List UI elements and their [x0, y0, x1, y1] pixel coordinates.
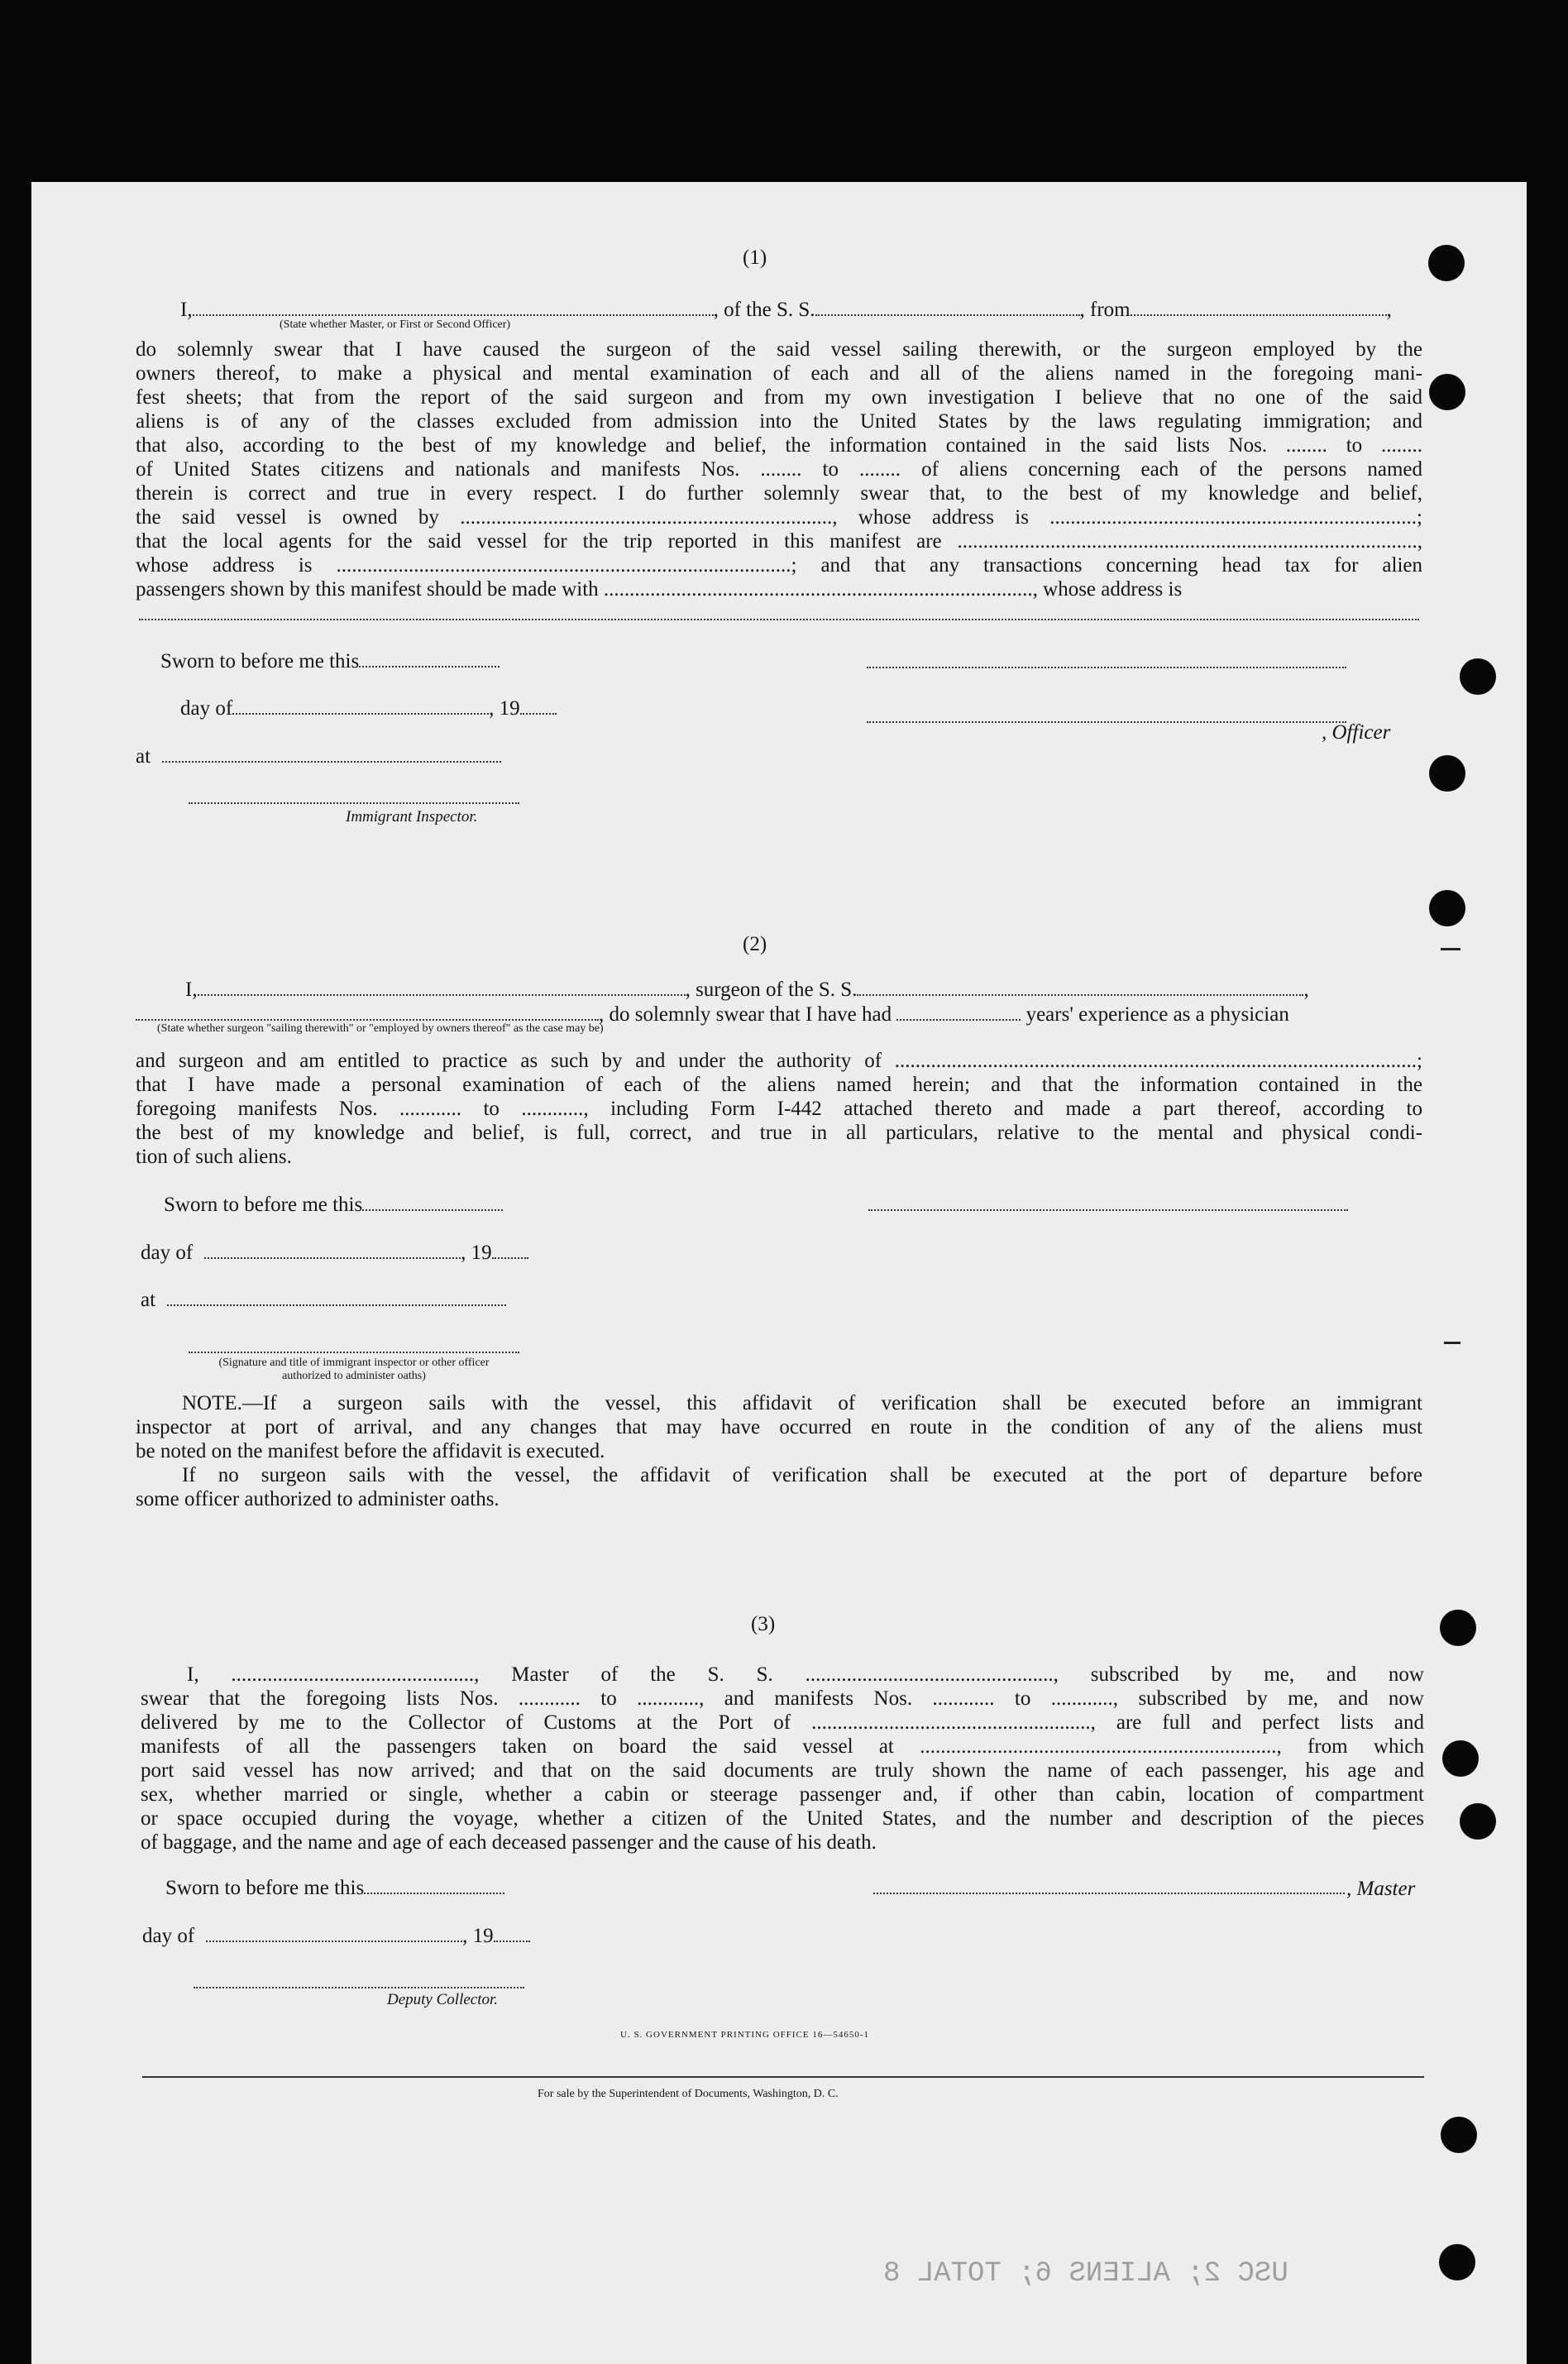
punch-hole-10 [1439, 2244, 1475, 2280]
edge-mark-2 [1444, 1342, 1460, 1344]
edge-mark-1 [1441, 948, 1460, 950]
day-of-label-3: day of , 19 [142, 1924, 530, 1948]
section-3-number: (3) [751, 1613, 776, 1635]
officer-signature-line [867, 721, 1346, 723]
day-of-label-2: day of , 19 [141, 1241, 528, 1265]
section-1-first-line: I, , of the S. S. , from , [180, 299, 1392, 321]
punch-hole-5 [1429, 890, 1465, 926]
punch-hole-2 [1429, 374, 1465, 410]
surgeon-note-text: NOTE.—If a surgeon sails with the vessel, this affidavit of verification shall be executed before an immigrant inspector at port of arrival, and any changes that may have occurred en route in the condition of any of the aliens must be noted on the manifest before the affidavit is executed. If no surgeon sails with the vessel, the affidavit of verification shall be executed at the port of departure before some officer authorized to administer oaths. [136, 1392, 1422, 1510]
address-line [139, 619, 1419, 620]
surgeon-signature-line [868, 1209, 1348, 1211]
officer-top-line [867, 667, 1346, 668]
punch-hole-8 [1460, 1803, 1496, 1840]
section-1-number: (1) [743, 246, 767, 269]
official-signature-line-2 [189, 1352, 519, 1353]
section-2-second-line: , do solemnly swear that I have had years' experience as a physician [136, 1003, 1289, 1026]
punch-hole-1 [1428, 245, 1465, 281]
at-label-1: at [136, 744, 501, 768]
punch-hole-7 [1442, 1740, 1479, 1777]
surgeon-role-note: (State whether surgeon "sailing therewith" or "employed by owners thereof" as the case may be) [157, 1022, 604, 1035]
section-1-oath-text: do solemnly swear that I have caused the surgeon of the said vessel sailing therewith, or the surgeon employed by the owners thereof, to make a physical and mental examination of each and all of the aliens named in the foregoing mani- fest sheets; that from the report of the said surgeon and from my own investigation I believe that no one of the said aliens is of any of the classes excluded from admission into the United States by the laws regulating immigration; and that also, according to the best of my knowledge and belief, the information contained in the said lists Nos. ........ to ........ of United States citizens and nationals and manifests Nos. ........ to ........ of aliens concerning each of the persons named therein is correct and true in every respect. I do further solemnly swear that, to the best of my knowledge and belief, the said vessel is owned by ........................................................................, whose address is .......................................................................; that the local agents for the said vessel for the trip reported in this manifest are ........................................................................................., whose address is ........................................................................................; and that any transactions concerning head tax for alien passengers shown by this manifest should be made with ..................................................................................., whose address is [136, 338, 1422, 601]
sworn-label-3: Sworn to before me this [165, 1876, 504, 1900]
punch-hole-6 [1440, 1610, 1476, 1646]
punch-hole-9 [1441, 2117, 1477, 2153]
punch-hole-3 [1460, 658, 1496, 695]
immigrant-inspector-label: Immigrant Inspector. [346, 808, 478, 825]
deputy-collector-label: Deputy Collector. [387, 1991, 499, 2008]
sale-notice: For sale by the Superintendent of Documents, Washington, D. C. [538, 2088, 839, 2100]
collector-signature-line [194, 1987, 524, 1988]
manifest-back-page [31, 182, 1527, 2364]
section-2-oath-text: and surgeon and am entitled to practice as such by and under the authority of .....................................................................................................; that I have made a personal examination of each of the aliens named herein; and that the information contained in the foregoing manifests Nos. ............ to ............, including Form I-442 attached thereto and made a part thereof, according to the best of my knowledge and belief, is full, correct, and true in all particulars, relative to the mental and physical condi- tion of such aliens. [136, 1050, 1422, 1168]
section-2-number: (2) [743, 933, 767, 955]
sworn-label-2: Sworn to before me this [164, 1193, 503, 1217]
day-of-label-1: day of , 19 [180, 696, 557, 720]
signature-title-note: (Signature and title of immigrant inspector or other officer authorized to administer oaths) [218, 1357, 490, 1382]
section-2-first-line: I, , surgeon of the S. S. , [185, 979, 1309, 1001]
inspector-signature-line [189, 802, 519, 804]
bleed-through-footer: USC 2; ALIENS 6; TOTAL 8 [883, 2258, 1288, 2290]
at-label-2: at [141, 1288, 506, 1312]
master-label: , Master [1346, 1878, 1416, 1900]
printing-office-line: U. S. GOVERNMENT PRINTING OFFICE 16—54650-1 [620, 2030, 870, 2040]
section-3-oath-text: I, ..............................................., Master of the S. S. ................................................, subscribed by me, and now swear that the foregoing lists Nos. ............ to ............, and manifests Nos. ............ to ............, subscribed by me, and now delivered by me to the Collector of Customs at the Port of ......................................................, are full and perfect lists and manifests of all the passengers taken on board the said vessel at ....................................................................., from which port said vessel has now arrived; and that on the said documents are truly shown the name of each passenger, his age and sex, whether married or single, whether a cabin or steerage passenger and, if other than cabin, location of compartment or space occupied during the voyage, whether a citizen of the United States, and the number and description of the pieces of baggage, and the name and age of each deceased passenger and the cause of his death. [141, 1663, 1424, 1854]
master-signature-line [873, 1893, 1345, 1894]
master-role-note: (State whether Master, or First or Second Officer) [280, 318, 511, 331]
sworn-label-1: Sworn to before me this [160, 649, 500, 673]
footer-rule [142, 2076, 1424, 2078]
officer-label: , Officer [1322, 721, 1391, 744]
punch-hole-4 [1429, 755, 1465, 792]
